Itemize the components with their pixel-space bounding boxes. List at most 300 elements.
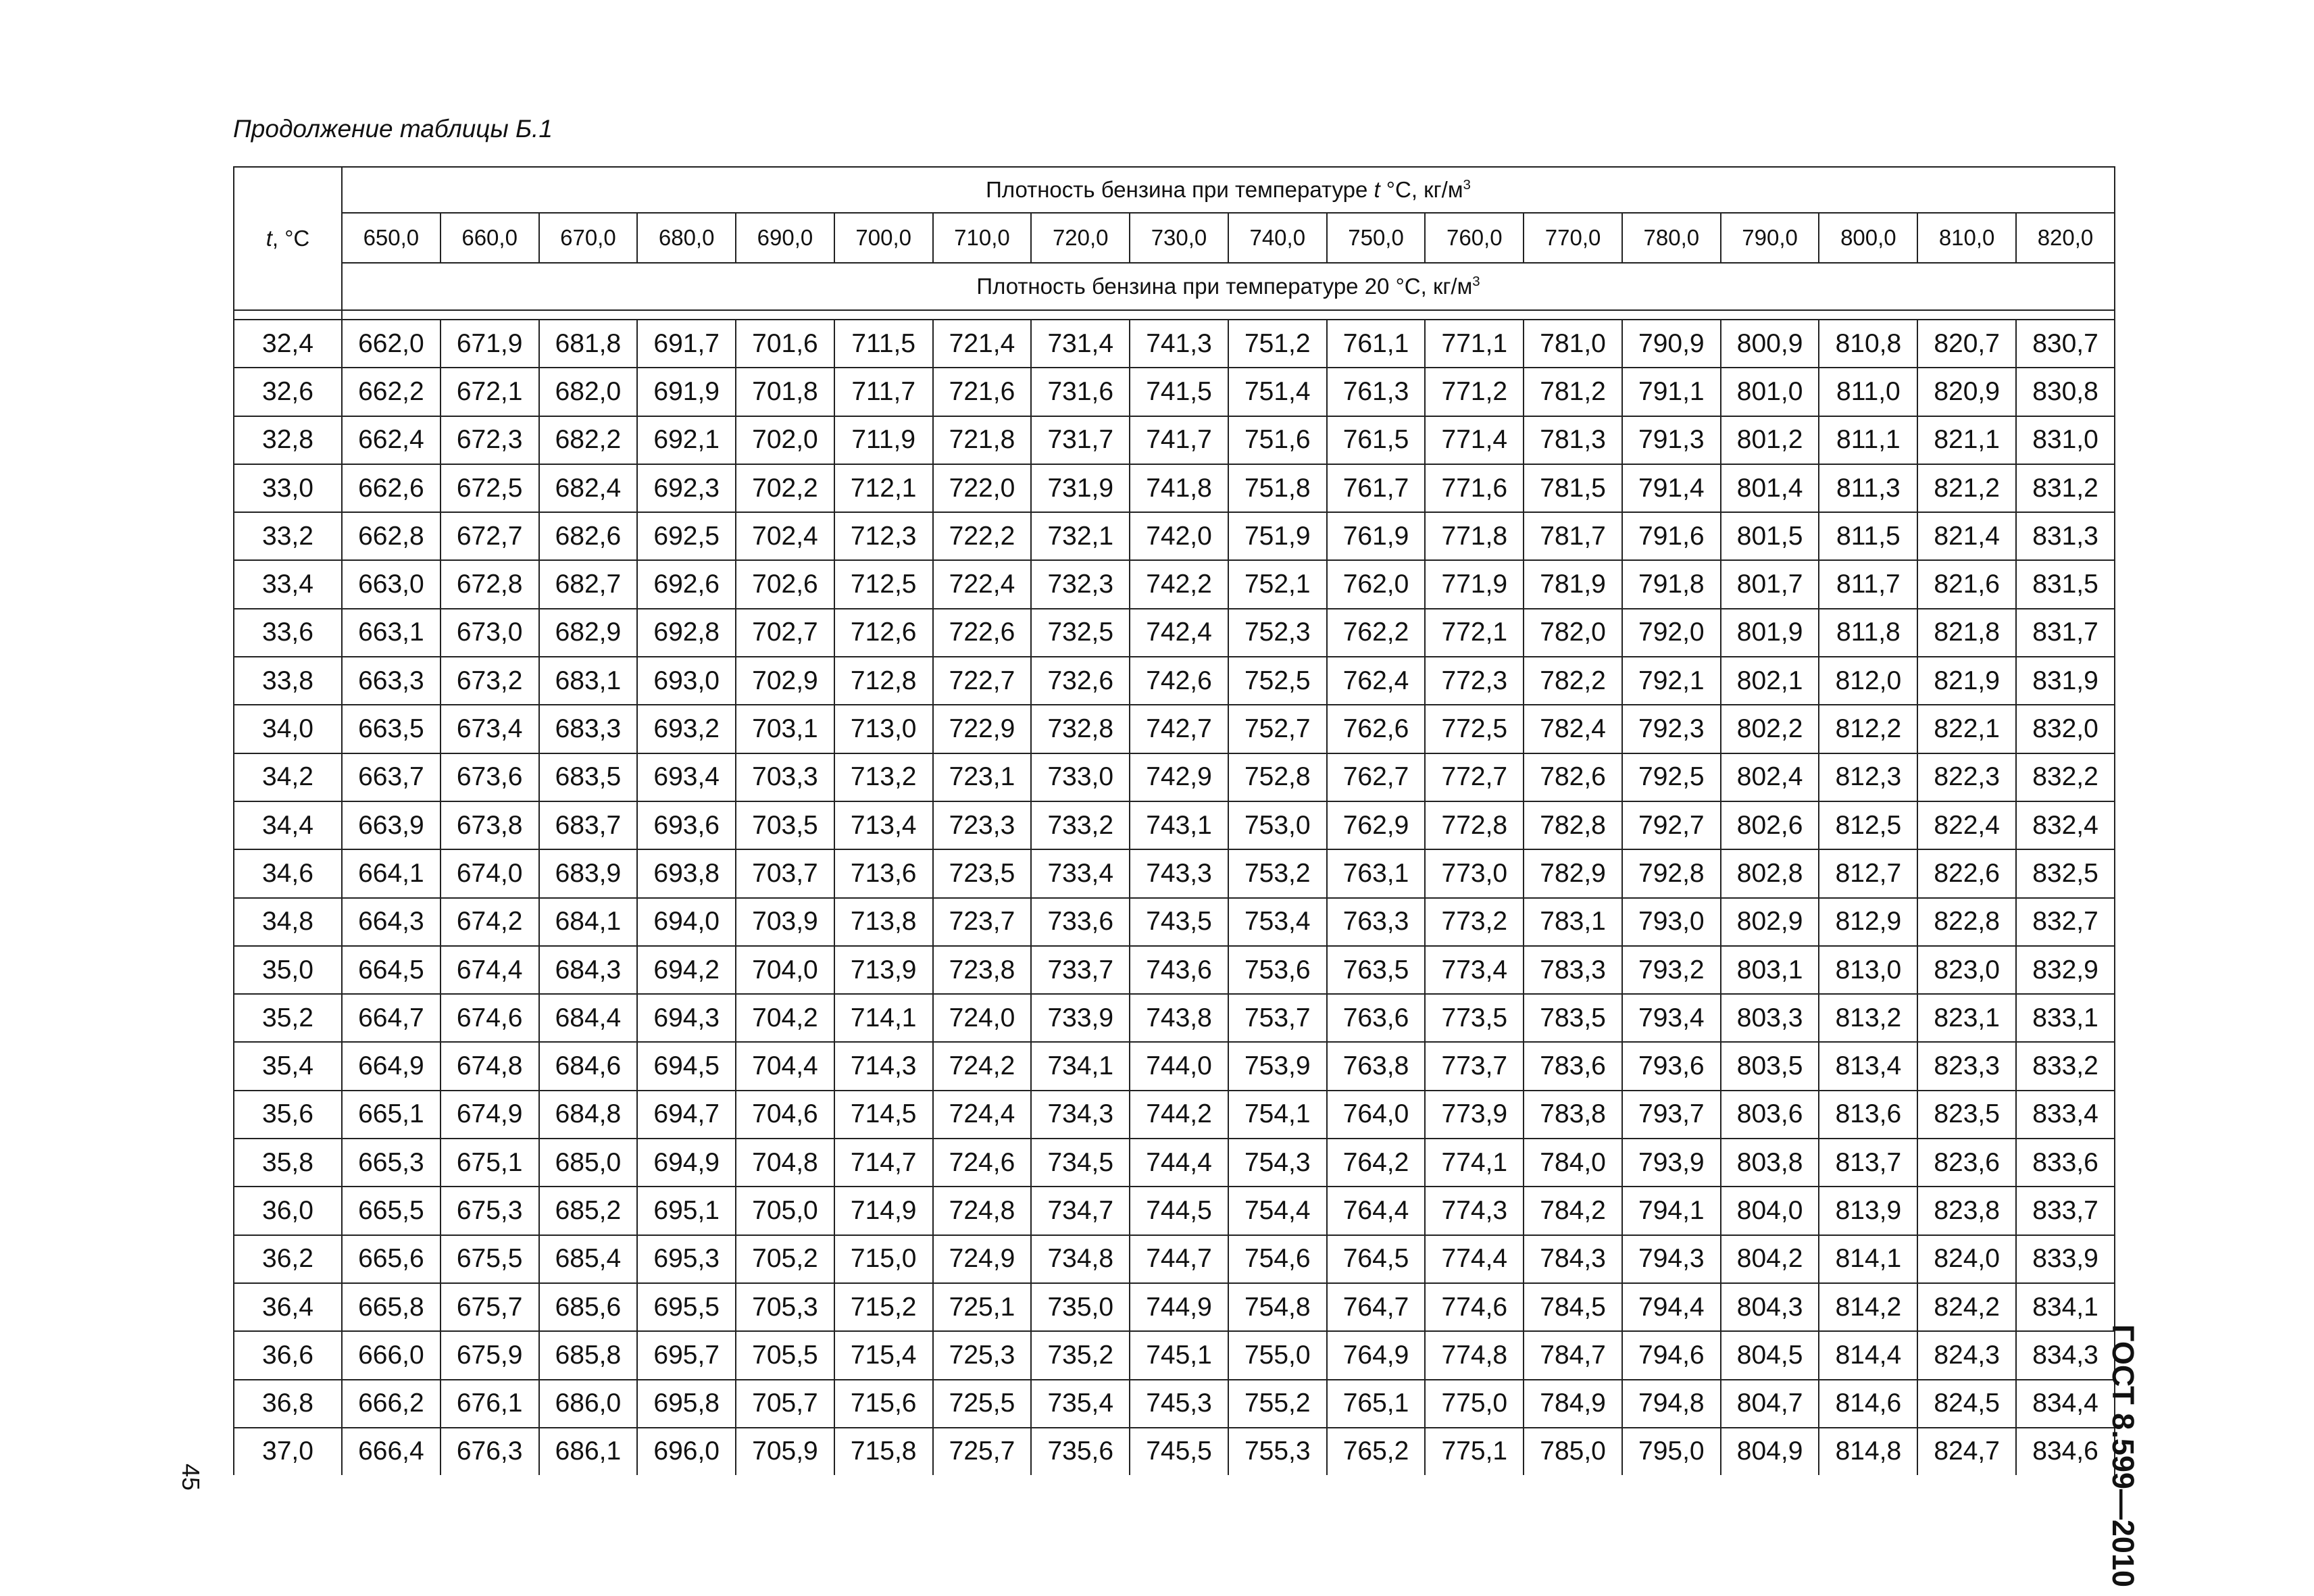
table-row [234,1091,2115,1139]
temperature-cell: 37,0 [234,1428,342,1475]
density-cell: 665,6 [342,1235,441,1283]
density-cell: 703,3 [736,753,834,801]
density-cell: 712,1 [834,464,933,512]
temperature-cell: 33,8 [234,657,342,705]
temperature-cell: 36,6 [234,1331,342,1379]
density-cell: 763,3 [1327,898,1426,946]
density-cell: 702,0 [736,416,834,464]
temperature-cell: 32,6 [234,368,342,416]
density-cell: 662,8 [342,512,441,560]
density-cell: 693,8 [637,849,736,897]
density-cell: 773,4 [1425,946,1524,994]
density-cell: 694,5 [637,1042,736,1090]
header-separator [234,310,2115,320]
density-cell: 693,6 [637,801,736,849]
density-cell: 762,7 [1327,753,1426,801]
density-cell: 722,6 [933,609,1032,657]
density-cell: 783,1 [1524,898,1622,946]
density-cell: 731,9 [1031,464,1130,512]
density-cell: 742,6 [1130,657,1228,705]
density-cell: 824,5 [1917,1380,2016,1428]
density-cell: 790,9 [1622,320,1721,368]
density-cell: 733,6 [1031,898,1130,946]
density-cell: 813,9 [1819,1187,1917,1235]
density-cell: 735,2 [1031,1331,1130,1379]
density-cell: 762,6 [1327,705,1426,753]
density-cell: 683,9 [539,849,638,897]
density-cell: 754,6 [1228,1235,1327,1283]
density-cell: 811,1 [1819,416,1917,464]
density-cell: 724,2 [933,1042,1032,1090]
density-cell: 804,3 [1721,1283,1819,1331]
density-cell: 711,9 [834,416,933,464]
density-cell: 751,9 [1228,512,1327,560]
density-cell: 784,5 [1524,1283,1622,1331]
density-cell: 742,9 [1130,753,1228,801]
density-cell: 682,7 [539,560,638,608]
density-cell: 832,0 [2016,705,2115,753]
density-cell: 674,0 [441,849,539,897]
density-cell: 741,5 [1130,368,1228,416]
density-cell: 824,0 [1917,1235,2016,1283]
density-cell: 724,9 [933,1235,1032,1283]
density-cell: 674,8 [441,1042,539,1090]
temperature-cell: 33,6 [234,609,342,657]
density-cell: 813,7 [1819,1139,1917,1187]
density-cell: 821,8 [1917,609,2016,657]
density-cell: 801,5 [1721,512,1819,560]
density-cell: 702,2 [736,464,834,512]
density-cell: 674,9 [441,1091,539,1139]
density-cell: 754,8 [1228,1283,1327,1331]
density-cell: 793,2 [1622,946,1721,994]
density-cell: 742,2 [1130,560,1228,608]
density-column-header: 650,0 [342,213,441,263]
density-cell: 695,8 [637,1380,736,1428]
density-cell: 762,9 [1327,801,1426,849]
temperature-cell: 34,2 [234,753,342,801]
density-cell: 820,7 [1917,320,2016,368]
density-cell: 732,5 [1031,609,1130,657]
density-cell: 662,4 [342,416,441,464]
density-cell: 774,6 [1425,1283,1524,1331]
density-cell: 665,5 [342,1187,441,1235]
density-cell: 732,3 [1031,560,1130,608]
density-cell: 694,0 [637,898,736,946]
density-cell: 784,9 [1524,1380,1622,1428]
temperature-column-header: t, °С [234,167,342,310]
density-cell: 833,7 [2016,1187,2115,1235]
density-cell: 772,5 [1425,705,1524,753]
density-cell: 801,0 [1721,368,1819,416]
table-body [234,320,2115,1475]
density-cell: 754,4 [1228,1187,1327,1235]
table-row [234,1331,2115,1379]
density-cell: 673,2 [441,657,539,705]
density-cell: 802,8 [1721,849,1819,897]
density-column-header: 710,0 [933,213,1032,263]
density-cell: 675,5 [441,1235,539,1283]
density-column-header: 660,0 [441,213,539,263]
density-cell: 812,0 [1819,657,1917,705]
density-cell: 682,2 [539,416,638,464]
density-cell: 705,0 [736,1187,834,1235]
density-cell: 814,6 [1819,1380,1917,1428]
density-cell: 696,0 [637,1428,736,1475]
density-cell: 703,7 [736,849,834,897]
density-cell: 752,3 [1228,609,1327,657]
density-column-header: 770,0 [1524,213,1622,263]
density-cell: 830,7 [2016,320,2115,368]
density-cell: 712,3 [834,512,933,560]
density-cell: 712,8 [834,657,933,705]
density-cell: 791,8 [1622,560,1721,608]
density-cell: 774,1 [1425,1139,1524,1187]
temperature-cell: 34,4 [234,801,342,849]
density-cell: 722,7 [933,657,1032,705]
density-cell: 782,0 [1524,609,1622,657]
density-column-header: 760,0 [1425,213,1524,263]
density-cell: 684,8 [539,1091,638,1139]
density-cell: 702,6 [736,560,834,608]
density-cell: 722,0 [933,464,1032,512]
density-cell: 771,4 [1425,416,1524,464]
density-cell: 724,8 [933,1187,1032,1235]
density-cell: 675,7 [441,1283,539,1331]
density-cell: 822,4 [1917,801,2016,849]
density-cell: 802,4 [1721,753,1819,801]
density-cell: 813,6 [1819,1091,1917,1139]
density-cell: 772,8 [1425,801,1524,849]
density-column-header: 670,0 [539,213,638,263]
density-cell: 833,2 [2016,1042,2115,1090]
density-cell: 724,4 [933,1091,1032,1139]
density-cell: 711,5 [834,320,933,368]
density-cell: 771,6 [1425,464,1524,512]
density-cell: 724,0 [933,994,1032,1042]
density-cell: 713,9 [834,946,933,994]
table-row [234,1235,2115,1283]
density-cell: 804,0 [1721,1187,1819,1235]
density-cell: 673,0 [441,609,539,657]
density-cell: 664,9 [342,1042,441,1090]
density-cell: 692,6 [637,560,736,608]
table-row [234,801,2115,849]
density-cell: 713,4 [834,801,933,849]
density-cell: 731,6 [1031,368,1130,416]
density-at-20-header: Плотность бензина при температуре 20 °С, $кг/м^3$ [342,263,2115,310]
density-cell: 773,2 [1425,898,1524,946]
density-cell: 753,0 [1228,801,1327,849]
density-cell: 792,1 [1622,657,1721,705]
density-cell: 685,6 [539,1283,638,1331]
temperature-cell: 32,8 [234,416,342,464]
density-cell: 762,0 [1327,560,1426,608]
density-cell: 792,5 [1622,753,1721,801]
density-cell: 745,1 [1130,1331,1228,1379]
temperature-cell: 33,4 [234,560,342,608]
density-cell: 733,9 [1031,994,1130,1042]
density-column-header: 800,0 [1819,213,1917,263]
density-cell: 763,5 [1327,946,1426,994]
density-cell: 763,8 [1327,1042,1426,1090]
density-cell: 784,0 [1524,1139,1622,1187]
density-cell: 834,1 [2016,1283,2115,1331]
density-cell: 734,3 [1031,1091,1130,1139]
density-cell: 752,1 [1228,560,1327,608]
density-column-header: 780,0 [1622,213,1721,263]
density-cell: 763,6 [1327,994,1426,1042]
density-cell: 832,7 [2016,898,2115,946]
density-cell: 791,4 [1622,464,1721,512]
density-cell: 794,3 [1622,1235,1721,1283]
table-row [234,560,2115,608]
density-cell: 761,3 [1327,368,1426,416]
density-cell: 823,0 [1917,946,2016,994]
density-cell: 764,4 [1327,1187,1426,1235]
density-cell: 665,8 [342,1283,441,1331]
density-cell: 811,0 [1819,368,1917,416]
density-cell: 691,7 [637,320,736,368]
density-cell: 694,9 [637,1139,736,1187]
density-cell: 792,7 [1622,801,1721,849]
density-cell: 813,4 [1819,1042,1917,1090]
temperature-cell: 36,8 [234,1380,342,1428]
density-cell: 701,6 [736,320,834,368]
density-cell: 666,2 [342,1380,441,1428]
density-cell: 785,0 [1524,1428,1622,1475]
density-cell: 674,4 [441,946,539,994]
density-cell: 664,5 [342,946,441,994]
density-cell: 724,6 [933,1139,1032,1187]
density-cell: 802,6 [1721,801,1819,849]
density-cell: 811,3 [1819,464,1917,512]
density-cell: 723,1 [933,753,1032,801]
density-cell: 832,4 [2016,801,2115,849]
density-cell: 692,8 [637,609,736,657]
density-cell: 793,9 [1622,1139,1721,1187]
density-cell: 823,3 [1917,1042,2016,1090]
density-cell: 811,7 [1819,560,1917,608]
density-cell: 813,2 [1819,994,1917,1042]
density-cell: 685,4 [539,1235,638,1283]
density-at-t-header: Плотность бензина при температуре t °С, $кг/м^3$ [342,167,2115,213]
density-cell: 784,2 [1524,1187,1622,1235]
table-row [234,849,2115,897]
density-cell: 682,4 [539,464,638,512]
table-row [234,705,2115,753]
density-cell: 662,0 [342,320,441,368]
density-cell: 764,2 [1327,1139,1426,1187]
density-cell: 684,1 [539,898,638,946]
density-cell: 744,7 [1130,1235,1228,1283]
density-cell: 755,0 [1228,1331,1327,1379]
density-cell: 663,3 [342,657,441,705]
density-cell: 703,9 [736,898,834,946]
density-cell: 683,5 [539,753,638,801]
density-cell: 665,3 [342,1139,441,1187]
density-cell: 824,2 [1917,1283,2016,1331]
density-cell: 821,4 [1917,512,2016,560]
density-cell: 801,2 [1721,416,1819,464]
density-cell: 791,1 [1622,368,1721,416]
density-cell: 693,0 [637,657,736,705]
density-cell: 792,3 [1622,705,1721,753]
density-cell: 824,7 [1917,1428,2016,1475]
density-cell: 814,8 [1819,1428,1917,1475]
density-cell: 751,6 [1228,416,1327,464]
density-cell: 834,6 [2016,1428,2115,1475]
density-cell: 682,6 [539,512,638,560]
density-cell: 723,8 [933,946,1032,994]
density-cell: 803,8 [1721,1139,1819,1187]
density-cell: 820,9 [1917,368,2016,416]
density-cell: 705,5 [736,1331,834,1379]
density-cell: 753,6 [1228,946,1327,994]
density-cell: 793,6 [1622,1042,1721,1090]
density-cell: 802,1 [1721,657,1819,705]
density-cell: 823,6 [1917,1139,2016,1187]
density-cell: 812,7 [1819,849,1917,897]
density-cell: 703,1 [736,705,834,753]
density-cell: 783,3 [1524,946,1622,994]
density-cell: 753,9 [1228,1042,1327,1090]
density-cell: 734,8 [1031,1235,1130,1283]
density-cell: 715,2 [834,1283,933,1331]
density-cell: 773,0 [1425,849,1524,897]
density-cell: 684,6 [539,1042,638,1090]
density-cell: 714,9 [834,1187,933,1235]
density-cell: 775,1 [1425,1428,1524,1475]
density-cell: 822,3 [1917,753,2016,801]
density-cell: 781,2 [1524,368,1622,416]
density-cell: 772,1 [1425,609,1524,657]
density-cell: 663,1 [342,609,441,657]
density-cell: 675,9 [441,1331,539,1379]
density-cell: 802,9 [1721,898,1819,946]
density-cell: 695,5 [637,1283,736,1331]
density-cell: 684,4 [539,994,638,1042]
density-cell: 722,9 [933,705,1032,753]
table-row [234,753,2115,801]
density-cell: 721,6 [933,368,1032,416]
temperature-cell: 35,0 [234,946,342,994]
density-cell: 711,7 [834,368,933,416]
density-cell: 741,7 [1130,416,1228,464]
temperature-cell: 34,8 [234,898,342,946]
density-cell: 693,2 [637,705,736,753]
density-table [233,166,2115,1475]
table-row [234,898,2115,946]
density-cell: 752,5 [1228,657,1327,705]
density-cell: 705,9 [736,1428,834,1475]
density-cell: 801,9 [1721,609,1819,657]
density-cell: 775,0 [1425,1380,1524,1428]
density-cell: 751,2 [1228,320,1327,368]
density-cell: 715,6 [834,1380,933,1428]
density-cell: 734,5 [1031,1139,1130,1187]
density-cell: 804,2 [1721,1235,1819,1283]
table-row [234,1283,2115,1331]
density-cell: 831,3 [2016,512,2115,560]
density-cell: 741,8 [1130,464,1228,512]
density-cell: 675,3 [441,1187,539,1235]
density-cell: 803,5 [1721,1042,1819,1090]
temperature-cell: 36,4 [234,1283,342,1331]
density-column-header: 740,0 [1228,213,1327,263]
density-cell: 741,3 [1130,320,1228,368]
density-cell: 794,4 [1622,1283,1721,1331]
density-cell: 664,7 [342,994,441,1042]
density-cell: 804,7 [1721,1380,1819,1428]
density-cell: 781,7 [1524,512,1622,560]
density-cell: 773,7 [1425,1042,1524,1090]
density-cell: 795,0 [1622,1428,1721,1475]
density-cell: 821,6 [1917,560,2016,608]
density-cell: 665,1 [342,1091,441,1139]
density-cell: 702,4 [736,512,834,560]
density-cell: 782,8 [1524,801,1622,849]
density-cell: 831,5 [2016,560,2115,608]
density-cell: 702,9 [736,657,834,705]
density-cell: 761,9 [1327,512,1426,560]
density-cell: 732,8 [1031,705,1130,753]
density-cell: 755,2 [1228,1380,1327,1428]
density-cell: 695,3 [637,1235,736,1283]
density-cell: 744,9 [1130,1283,1228,1331]
density-cell: 713,0 [834,705,933,753]
density-cell: 814,4 [1819,1331,1917,1379]
density-columns-row [234,213,2115,263]
density-cell: 804,9 [1721,1428,1819,1475]
density-cell: 752,7 [1228,705,1327,753]
density-cell: 765,1 [1327,1380,1426,1428]
table-row [234,1139,2115,1187]
density-cell: 704,0 [736,946,834,994]
density-cell: 663,9 [342,801,441,849]
density-cell: 685,2 [539,1187,638,1235]
density-cell: 814,1 [1819,1235,1917,1283]
density-cell: 821,9 [1917,657,2016,705]
page-number: 45 [177,1463,205,1491]
table-row [234,994,2115,1042]
density-cell: 676,1 [441,1380,539,1428]
density-cell: 723,3 [933,801,1032,849]
table-row [234,946,2115,994]
density-cell: 713,8 [834,898,933,946]
density-cell: 743,3 [1130,849,1228,897]
density-cell: 764,9 [1327,1331,1426,1379]
density-cell: 781,0 [1524,320,1622,368]
density-cell: 723,5 [933,849,1032,897]
density-cell: 783,6 [1524,1042,1622,1090]
density-cell: 744,5 [1130,1187,1228,1235]
density-cell: 692,3 [637,464,736,512]
density-cell: 695,1 [637,1187,736,1235]
density-cell: 821,1 [1917,416,2016,464]
standard-designation: ГОСТ 8.599—2010 [2106,1324,2140,1588]
density-column-header: 680,0 [637,213,736,263]
density-cell: 674,2 [441,898,539,946]
density-cell: 713,2 [834,753,933,801]
density-cell: 782,4 [1524,705,1622,753]
density-cell: 731,4 [1031,320,1130,368]
density-cell: 692,1 [637,416,736,464]
density-cell: 732,1 [1031,512,1130,560]
density-cell: 721,8 [933,416,1032,464]
density-cell: 831,2 [2016,464,2115,512]
density-cell: 782,6 [1524,753,1622,801]
